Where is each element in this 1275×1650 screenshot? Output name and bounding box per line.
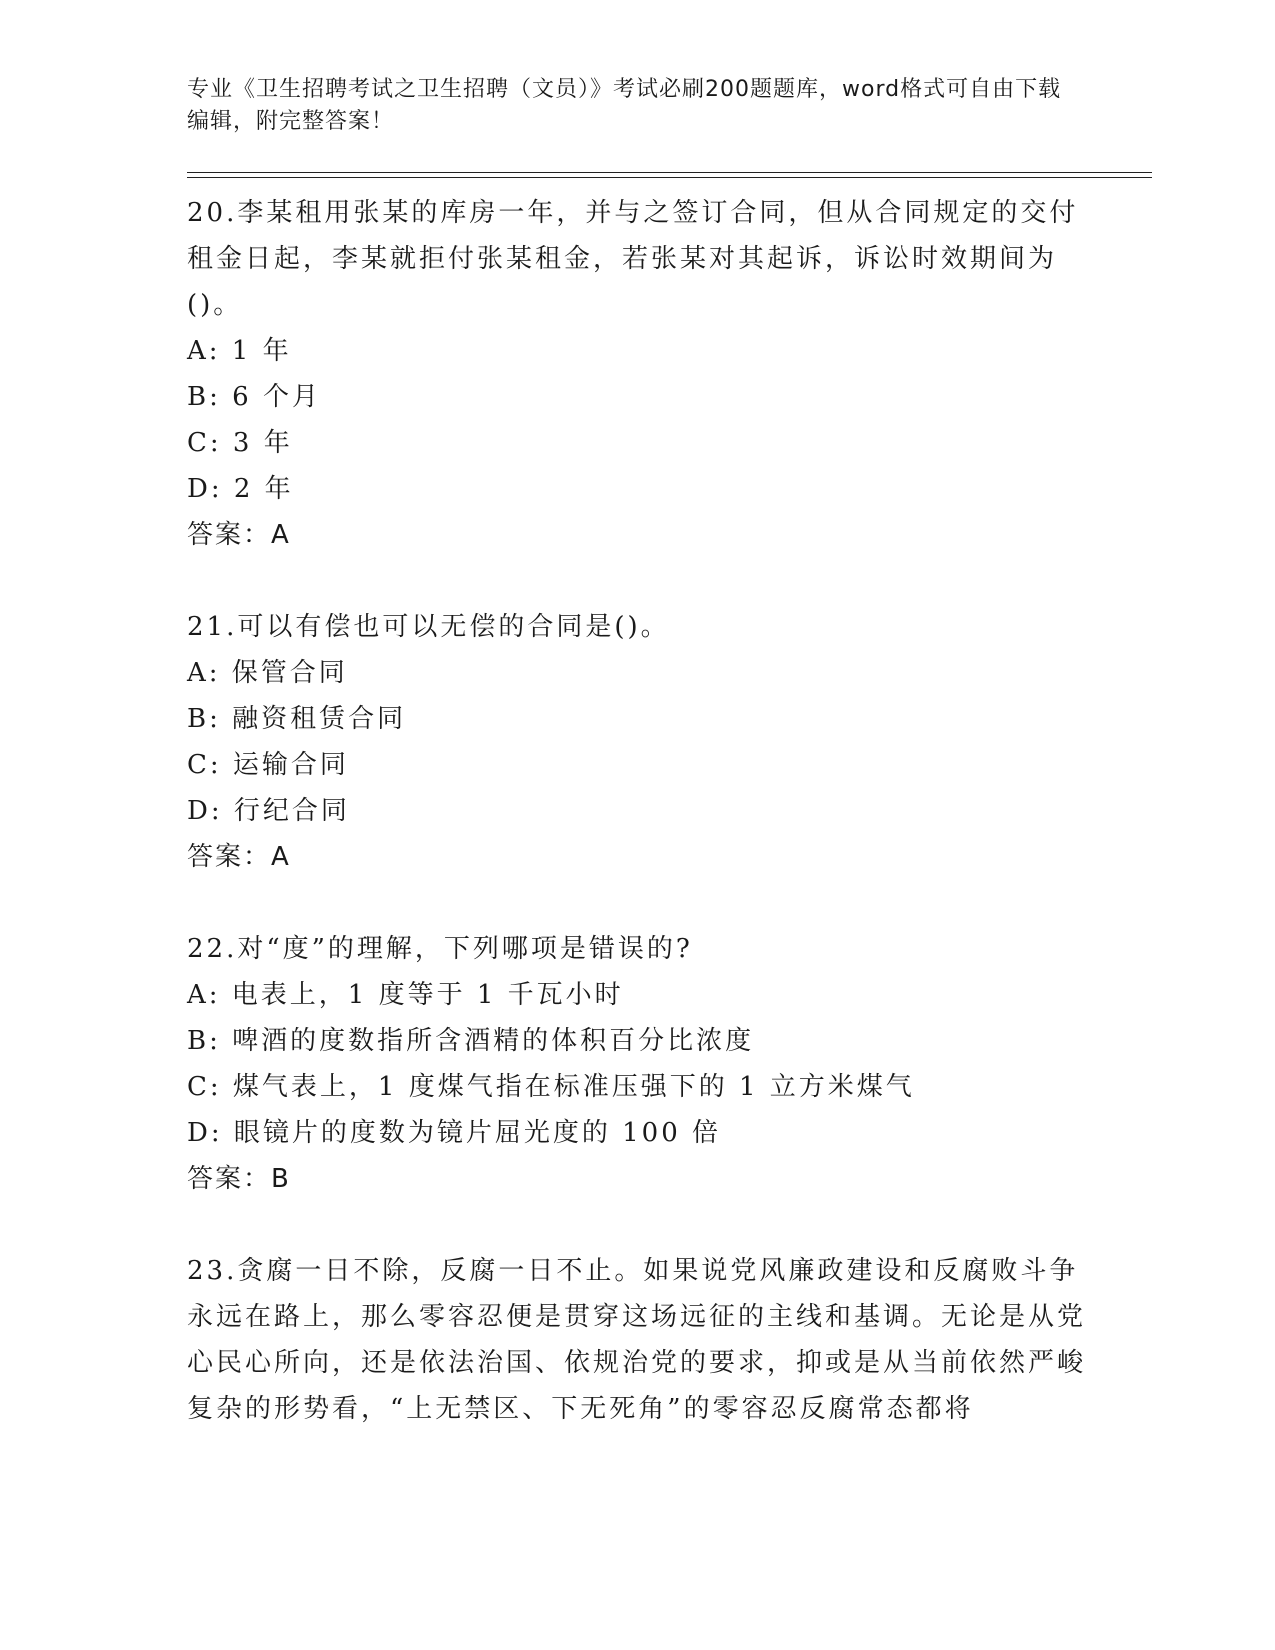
option-a: A: 保管合同 xyxy=(187,658,348,688)
option-c: C: 运输合同 xyxy=(187,750,349,780)
question-stem: 21.可以有偿也可以无偿的合同是()。 xyxy=(187,612,670,642)
question-stem: 20.李某租用张某的库房一年，并与之签订合同，但从合同规定的交付租金日起，李某就拒付张某租金，若张某对其起诉，诉讼时效期间为()。 xyxy=(187,198,1079,320)
question-21 xyxy=(187,604,1087,880)
option-d: D: 眼镜片的度数为镜片屈光度的 100 倍 xyxy=(187,1118,722,1148)
question-stem: 22.对“度”的理解，下列哪项是错误的? xyxy=(187,934,693,964)
question-list xyxy=(187,190,1087,1478)
option-b: B: 融资租赁合同 xyxy=(187,704,407,734)
answer-line: 答案：B xyxy=(187,1164,291,1194)
question-20 xyxy=(187,190,1087,558)
question-22 xyxy=(187,926,1087,1202)
option-d: D: 行纪合同 xyxy=(187,796,350,826)
option-d: D: 2 年 xyxy=(187,474,294,504)
option-a: A: 电表上，1 度等于 1 千瓦小时 xyxy=(187,980,624,1010)
option-b: B: 6 个月 xyxy=(187,382,321,412)
option-b: B: 啤酒的度数指所含酒精的体积百分比浓度 xyxy=(187,1026,755,1056)
answer-line: 答案：A xyxy=(187,842,291,872)
answer-line: 答案：A xyxy=(187,520,291,550)
question-stem: 23.贪腐一日不除，反腐一日不止。如果说党风廉政建设和反腐败斗争永远在路上，那么零容忍便是贯穿这场远征的主线和基调。无论是从党心民心所向，还是依法治国、依规治党的要求，抑或是从当前依然严峻复杂的形势看，“上无禁区、下无死角”的零容忍反腐常态都将 xyxy=(187,1256,1087,1424)
option-c: C: 3 年 xyxy=(187,428,293,458)
question-23 xyxy=(187,1248,1087,1432)
document-header: 专业《卫生招聘考试之卫生招聘（文员）》考试必刷200题题库，word格式可自由下载编辑，附完整答案！ xyxy=(187,77,1062,134)
header-rule-bottom xyxy=(187,177,1152,178)
option-a: A: 1 年 xyxy=(187,336,292,366)
header-rule-top xyxy=(187,172,1152,173)
option-c: C: 煤气表上，1 度煤气指在标准压强下的 1 立方米煤气 xyxy=(187,1072,915,1102)
